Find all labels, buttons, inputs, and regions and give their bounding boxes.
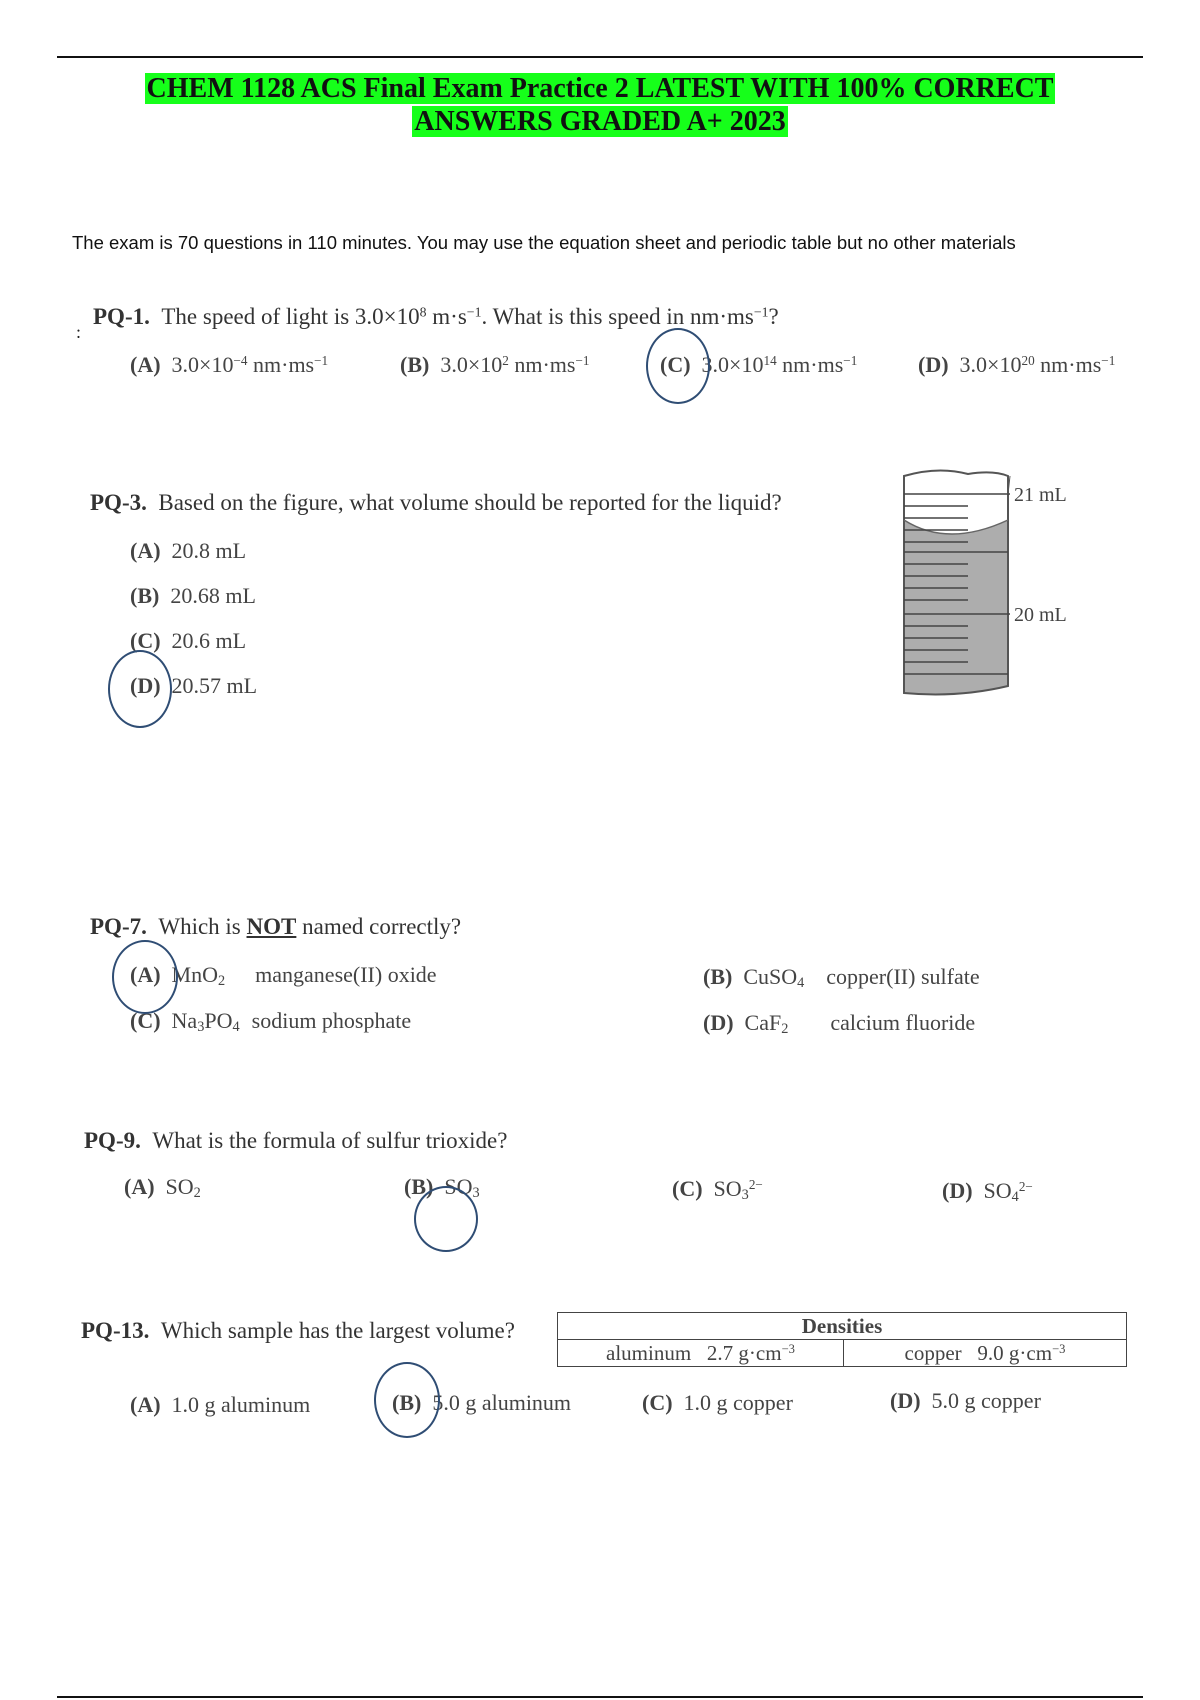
page-title xyxy=(0,72,1200,138)
exam-instructions: The exam is 70 questions in 110 minutes. You may use the equation sheet and periodic table but no other materials xyxy=(72,232,1016,253)
option-letter: (A) xyxy=(130,962,161,987)
density-aluminum-text: aluminum 2.7 g·cm xyxy=(606,1340,782,1365)
densities-header-text: Densities xyxy=(801,1313,883,1338)
option-unit: nm·ms xyxy=(247,352,315,377)
option-letter: (A) xyxy=(130,1392,161,1417)
option-unit-exponent: −1 xyxy=(1101,352,1116,368)
pq1-text-b: m·s xyxy=(426,304,467,329)
option-formula: CuSO xyxy=(743,964,798,989)
pq7-answer-circle xyxy=(112,940,178,1014)
pq3-question xyxy=(90,490,782,516)
option-formula: Na xyxy=(171,1008,198,1033)
option-unit-exponent: −1 xyxy=(314,352,329,368)
pq1-question xyxy=(93,304,779,330)
option-subscript-2: 4 xyxy=(232,1018,240,1035)
pq3-text: Based on the figure, what volume should be reported for the liquid? xyxy=(158,490,782,515)
pq7-option-b[interactable] xyxy=(703,964,980,990)
pq1-text-c: . What is this speed in nm·ms xyxy=(481,304,754,329)
option-letter: (D) xyxy=(890,1388,921,1413)
cylinder-liquid xyxy=(904,520,1008,694)
cylinder-label-20ml: 20 mL xyxy=(1014,604,1067,626)
option-exponent: 20 xyxy=(1021,352,1035,368)
bottom-rule xyxy=(57,1696,1143,1698)
option-formula: MnO xyxy=(171,962,218,987)
option-value: 3.0×10 xyxy=(701,352,764,377)
option-exponent: 14 xyxy=(763,352,777,368)
density-copper xyxy=(844,1340,1127,1367)
option-value: 3.0×10 xyxy=(959,352,1022,377)
option-formula-2: PO xyxy=(204,1008,233,1033)
option-unit-exponent: −1 xyxy=(575,352,590,368)
option-exponent: 2 xyxy=(502,352,509,368)
option-unit: nm·ms xyxy=(776,352,844,377)
pq9-label: PQ-9. xyxy=(84,1128,141,1153)
pq1-option-b[interactable] xyxy=(400,352,590,378)
pq13-option-d[interactable] xyxy=(890,1388,1041,1414)
density-copper-exponent: −3 xyxy=(1052,1341,1066,1356)
option-name: calcium fluoride xyxy=(830,1010,976,1035)
pq13-option-c[interactable] xyxy=(642,1390,793,1416)
option-text: 1.0 g aluminum xyxy=(171,1392,311,1417)
option-text: 20.6 mL xyxy=(171,628,247,653)
pq1-text-exp2: −1 xyxy=(466,304,482,320)
pq7-text-b: named correctly? xyxy=(296,914,462,939)
option-subscript: 3 xyxy=(197,1018,205,1035)
pq1-option-a[interactable] xyxy=(130,352,328,378)
pq3-option-b[interactable] xyxy=(130,583,256,609)
pq7-text-a: Which is xyxy=(158,914,247,939)
option-name: sodium phosphate xyxy=(251,1008,412,1033)
option-letter: (A) xyxy=(124,1174,155,1199)
option-value: 3.0×10 xyxy=(440,352,503,377)
pq9-option-a[interactable] xyxy=(124,1174,201,1200)
pq3-label: PQ-3. xyxy=(90,490,147,515)
pq9-answer-circle xyxy=(414,1186,478,1252)
option-formula: CaF xyxy=(744,1010,782,1035)
top-rule xyxy=(57,56,1143,58)
pq1-text-a: The speed of light is 3.0×10 xyxy=(161,304,420,329)
option-subscript: 4 xyxy=(797,974,805,991)
option-letter: (B) xyxy=(130,583,160,608)
option-subscript: 2 xyxy=(193,1184,201,1201)
option-letter: (D) xyxy=(130,673,161,698)
option-unit: nm·ms xyxy=(1034,352,1102,377)
option-value: 3.0×10 xyxy=(171,352,234,377)
pq1-label: PQ-1. xyxy=(93,304,150,329)
pq13-option-a[interactable] xyxy=(130,1392,310,1418)
option-letter: (B) xyxy=(400,352,430,377)
pq1-answer-circle xyxy=(646,328,710,404)
option-letter: (B) xyxy=(392,1390,422,1415)
pq1-text-exp3: −1 xyxy=(753,304,769,320)
option-letter: (D) xyxy=(703,1010,734,1035)
stray-mark: : xyxy=(76,322,82,342)
option-letter: (C) xyxy=(642,1390,673,1415)
pq1-text-d: ? xyxy=(768,304,779,329)
pq9-option-d[interactable] xyxy=(942,1178,1033,1204)
pq7-label: PQ-7. xyxy=(90,914,147,939)
option-text: 1.0 g copper xyxy=(683,1390,793,1415)
pq3-option-a[interactable] xyxy=(130,538,246,564)
option-formula: SO xyxy=(165,1174,194,1199)
option-letter: (C) xyxy=(130,1008,161,1033)
option-subscript: 2 xyxy=(218,972,226,989)
option-letter: (C) xyxy=(130,628,161,653)
option-name: copper(II) sulfate xyxy=(826,964,980,989)
option-charge: 2− xyxy=(748,1176,763,1192)
option-exponent: −4 xyxy=(233,352,248,368)
option-letter: (B) xyxy=(404,1174,434,1199)
option-letter: (C) xyxy=(672,1176,703,1201)
option-formula: SO xyxy=(713,1176,742,1201)
option-text: 5.0 g aluminum xyxy=(432,1390,572,1415)
option-name: manganese(II) oxide xyxy=(255,962,437,987)
option-unit-exponent: −1 xyxy=(843,352,858,368)
option-letter: (D) xyxy=(918,352,949,377)
density-aluminum xyxy=(558,1340,844,1367)
option-subscript: 3 xyxy=(741,1186,749,1203)
option-subscript: 3 xyxy=(472,1184,480,1201)
pq7-question xyxy=(90,914,461,940)
pq1-option-d[interactable] xyxy=(918,352,1115,378)
option-letter: (A) xyxy=(130,538,161,563)
option-text: 20.68 mL xyxy=(170,583,256,608)
option-formula: SO xyxy=(444,1174,473,1199)
pq9-option-c[interactable] xyxy=(672,1176,763,1202)
title-line-1: CHEM 1128 ACS Final Exam Practice 2 LATEST WITH 100% CORRECT xyxy=(146,73,1054,104)
pq13-label: PQ-13. xyxy=(81,1318,150,1343)
option-unit: nm·ms xyxy=(508,352,576,377)
pq13-question xyxy=(81,1318,515,1344)
densities-row xyxy=(558,1340,1127,1367)
densities-header xyxy=(558,1313,1127,1340)
density-copper-text: copper 9.0 g·cm xyxy=(904,1340,1053,1365)
option-text: 20.57 mL xyxy=(171,673,258,698)
option-letter: (A) xyxy=(130,352,161,377)
pq7-text-emphasis: NOT xyxy=(246,914,297,939)
option-letter: (B) xyxy=(703,964,733,989)
pq9-text: What is the formula of sulfur trioxide? xyxy=(152,1128,508,1153)
pq13-answer-circle xyxy=(374,1362,440,1438)
cylinder-label-21ml: 21 mL xyxy=(1014,484,1067,506)
option-letter: (C) xyxy=(660,352,691,377)
option-charge: 2− xyxy=(1018,1178,1033,1194)
pq7-option-d[interactable] xyxy=(703,1010,975,1036)
density-aluminum-exponent: −3 xyxy=(781,1341,795,1356)
pq9-question xyxy=(84,1128,507,1154)
pq3-answer-circle xyxy=(108,650,172,728)
option-formula: SO xyxy=(983,1178,1012,1203)
densities-table xyxy=(557,1312,1127,1367)
pq1-text-exp: 8 xyxy=(419,304,427,320)
densities-header-row xyxy=(558,1313,1127,1340)
pq7-option-c[interactable] xyxy=(130,1008,411,1034)
title-line-2: ANSWERS GRADED A+ 2023 xyxy=(414,106,786,137)
option-letter: (D) xyxy=(942,1178,973,1203)
option-subscript: 2 xyxy=(781,1020,789,1037)
option-text: 20.8 mL xyxy=(171,538,247,563)
pq13-text: Which sample has the largest volume? xyxy=(160,1318,515,1343)
option-text: 5.0 g copper xyxy=(931,1388,1041,1413)
option-subscript: 4 xyxy=(1011,1188,1019,1205)
